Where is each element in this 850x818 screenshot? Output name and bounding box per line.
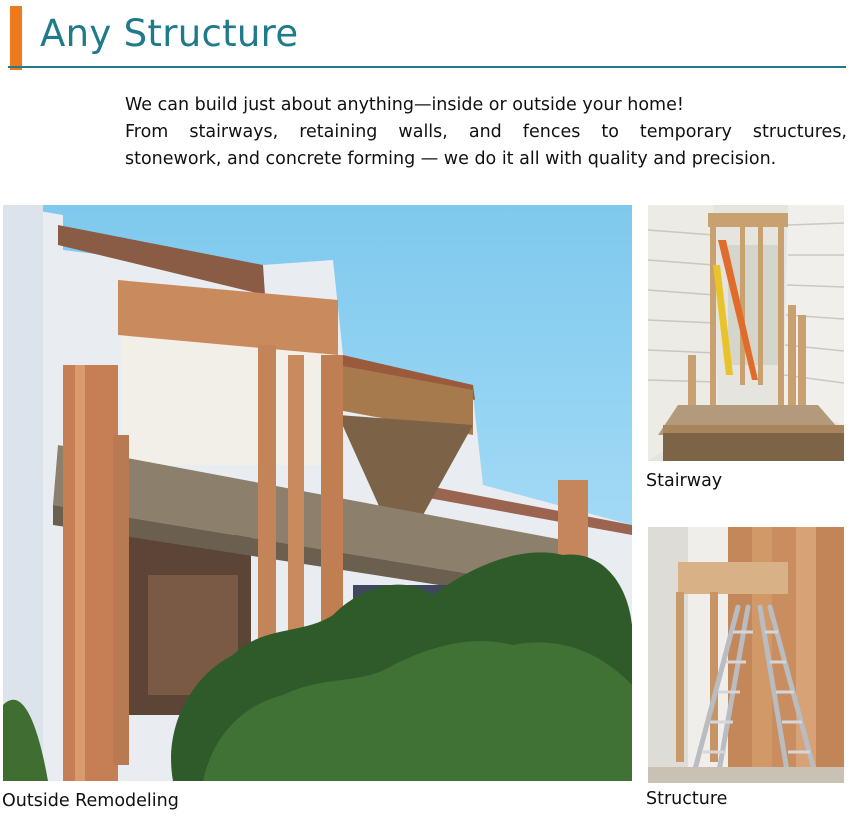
structure-photo[interactable]: [648, 527, 844, 783]
title-divider: [8, 66, 846, 68]
stairway-caption: Stairway: [646, 471, 723, 491]
title-accent-bar: [10, 6, 22, 70]
structure-caption: Structure: [646, 789, 728, 809]
page-title: Any Structure: [40, 12, 299, 55]
intro-line-1: We can build just about anything—inside or outside your home!: [125, 95, 684, 115]
outside-remodeling-caption: Outside Remodeling: [2, 791, 179, 811]
outside-remodeling-photo[interactable]: [3, 205, 632, 781]
intro-text: [125, 92, 847, 173]
intro-line-2: From stairways, retaining walls, and fences to temporary structures,: [125, 122, 847, 142]
intro-line-3: stonework, and concrete forming — we do it all with quality and precision.: [125, 149, 777, 169]
stairway-photo[interactable]: [648, 205, 844, 461]
